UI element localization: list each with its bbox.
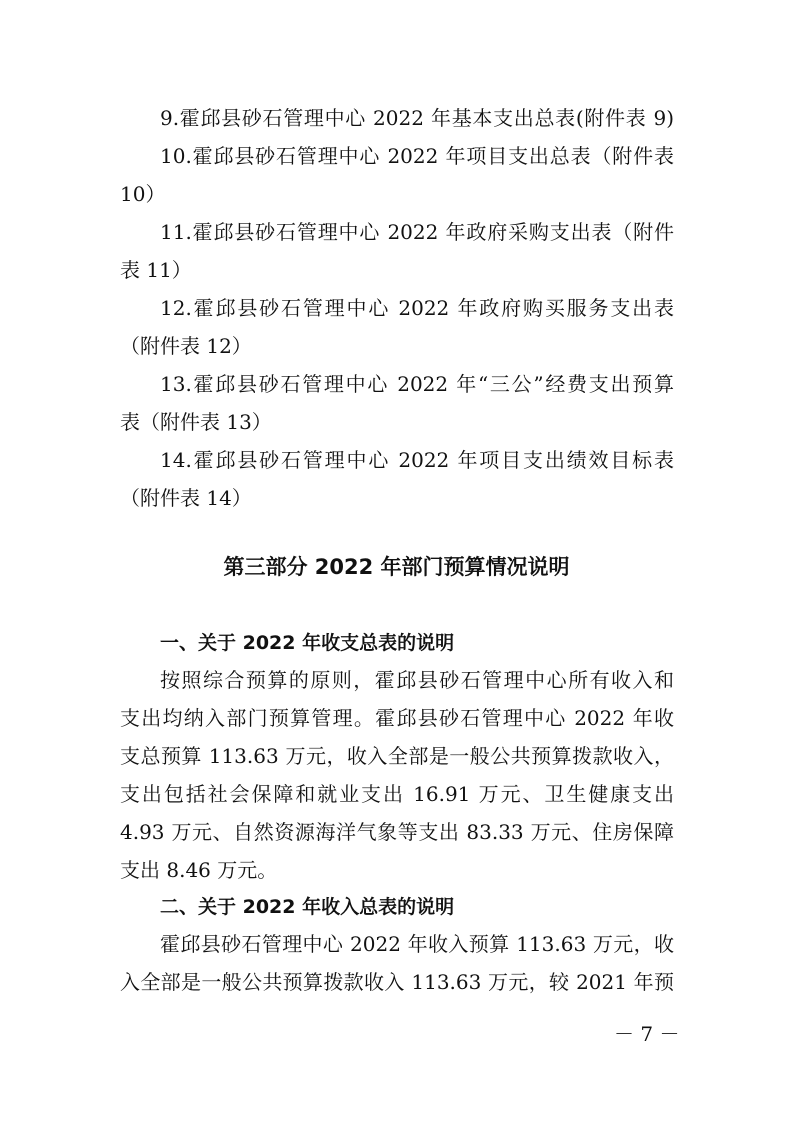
section-1-line: 支出包括社会保障和就业支出 16.91 万元、卫生健康支出 xyxy=(120,782,674,806)
section-2-title: 二、关于 2022 年收入总表的说明 xyxy=(160,896,455,918)
section-1-line: 支总预算 113.63 万元，收入全部是一般公共预算拨款收入， xyxy=(120,744,674,768)
page-number: － 7 － xyxy=(614,1022,680,1046)
attachment-item-11: 11.霍邱县砂石管理中心 2022 年政府采购支出表（附件 xyxy=(160,220,674,244)
section-1-line: 按照综合预算的原则，霍邱县砂石管理中心所有收入和 xyxy=(160,668,674,692)
part-title: 第三部分 2022 年部门预算情况说明 xyxy=(223,555,570,579)
attachment-item-14-cont: （附件表 14） xyxy=(120,486,252,510)
attachment-item-11-cont: 表 11） xyxy=(120,258,192,282)
attachment-item-10: 10.霍邱县砂石管理中心 2022 年项目支出总表（附件表 xyxy=(160,144,674,168)
attachment-item-12: 12.霍邱县砂石管理中心 2022 年政府购买服务支出表 xyxy=(160,296,674,320)
attachment-item-13: 13.霍邱县砂石管理中心 2022 年“三公”经费支出预算 xyxy=(160,372,674,396)
attachment-item-9: 9.霍邱县砂石管理中心 2022 年基本支出总表(附件表 9) xyxy=(160,106,674,130)
section-2-line: 入全部是一般公共预算拨款收入 113.63 万元，较 2021 年预 xyxy=(120,970,674,994)
section-1-line: 4.93 万元、自然资源海洋气象等支出 83.33 万元、住房保障 xyxy=(120,820,674,844)
section-2-line: 霍邱县砂石管理中心 2022 年收入预算 113.63 万元，收 xyxy=(160,932,674,956)
section-1-line: 支出均纳入部门预算管理。霍邱县砂石管理中心 2022 年收 xyxy=(120,706,674,730)
attachment-item-14: 14.霍邱县砂石管理中心 2022 年项目支出绩效目标表 xyxy=(160,448,674,472)
section-1-title: 一、关于 2022 年收支总表的说明 xyxy=(160,632,455,654)
attachment-item-13-cont: 表（附件表 13） xyxy=(120,410,272,434)
section-1-line: 支出 8.46 万元。 xyxy=(120,858,278,882)
attachment-item-10-cont: 10） xyxy=(120,182,166,206)
attachment-item-12-cont: （附件表 12） xyxy=(120,334,252,358)
